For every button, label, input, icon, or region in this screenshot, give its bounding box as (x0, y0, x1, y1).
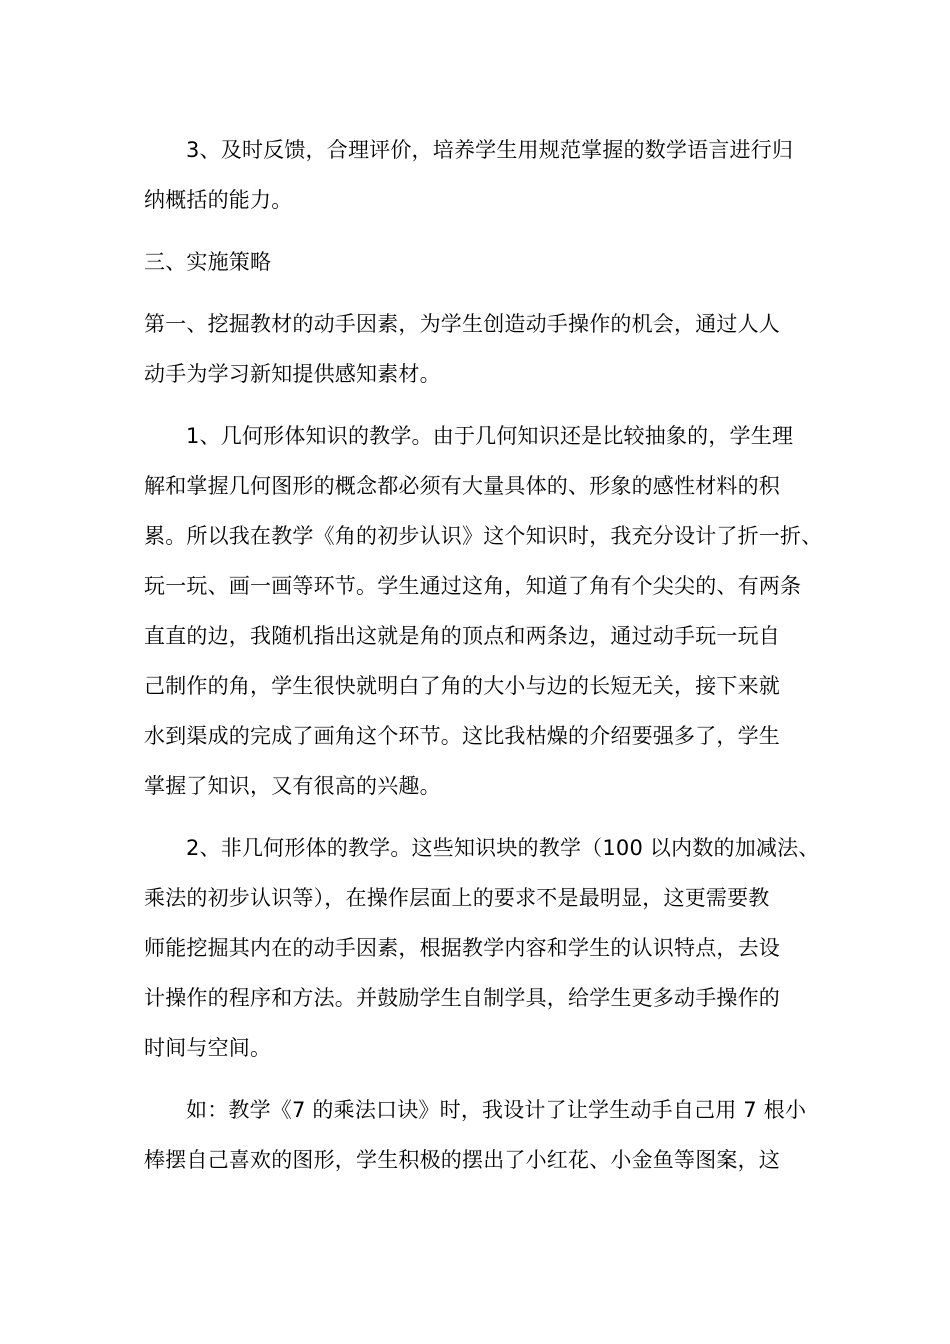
paragraph-example (144, 1092, 812, 1192)
paragraph-line: 棒摆自己喜欢的图形，学生积极的摆出了小红花、小金鱼等图案，这 (144, 1148, 780, 1172)
paragraph-strategy-1 (144, 306, 812, 406)
paragraph-line: 纳概括的能力。 (144, 188, 293, 212)
paragraph-non-geometry (144, 830, 820, 1080)
paragraph-line: 师能挖掘其内在的动手因素，根据教学内容和学生的认识特点，去设 (144, 936, 780, 960)
paragraph-line: 乘法的初步认识等），在操作层面上的要求不是最明显，这更需要教 (144, 886, 770, 910)
paragraph-geometry (144, 418, 823, 818)
paragraph-line: 解和掌握几何图形的概念都必须有大量具体的、形象的感性材料的积 (144, 474, 780, 498)
paragraph-line: 己制作的角，学生很快就明白了角的大小与边的长短无关，接下来就 (144, 674, 780, 698)
section-heading (144, 244, 812, 294)
paragraph-line: 累。所以我在教学《角的初步认识》这个知识时，我充分设计了折一折、 (144, 524, 823, 548)
paragraph-line: 如：教学《7 的乘法口诀》时，我设计了让学生动手自己用 7 根小 (186, 1098, 807, 1122)
paragraph-line: 玩一玩、画一画等环节。学生通过这角，知道了角有个尖尖的、有两条 (144, 574, 802, 598)
paragraph-line: 3、及时反馈，合理评价，培养学生用规范掌握的数学语言进行归 (186, 138, 794, 162)
paragraph-line: 1、几何形体知识的教学。由于几何知识还是比较抽象的，学生理 (186, 424, 794, 448)
paragraph-line: 掌握了知识，又有很高的兴趣。 (144, 774, 441, 798)
paragraph-item-3 (144, 132, 812, 232)
paragraph-line: 水到渠成的完成了画角这个环节。这比我枯燥的介绍要强多了，学生 (144, 724, 780, 748)
paragraph-line: 动手为学习新知提供感知素材。 (144, 362, 441, 386)
paragraph-line: 第一、挖掘教材的动手因素，为学生创造动手操作的机会，通过人人 (144, 312, 780, 336)
paragraph-line: 2、非几何形体的教学。这些知识块的教学（100 以内数的加减法、 (186, 836, 820, 860)
paragraph-line: 直直的边，我随机指出这就是角的顶点和两条边，通过动手玩一玩自 (144, 624, 780, 648)
paragraph-line: 计操作的程序和方法。并鼓励学生自制学具，给学生更多动手操作的 (144, 986, 780, 1010)
paragraph-line: 时间与空间。 (144, 1036, 272, 1060)
heading-line: 三、实施策略 (144, 250, 272, 274)
